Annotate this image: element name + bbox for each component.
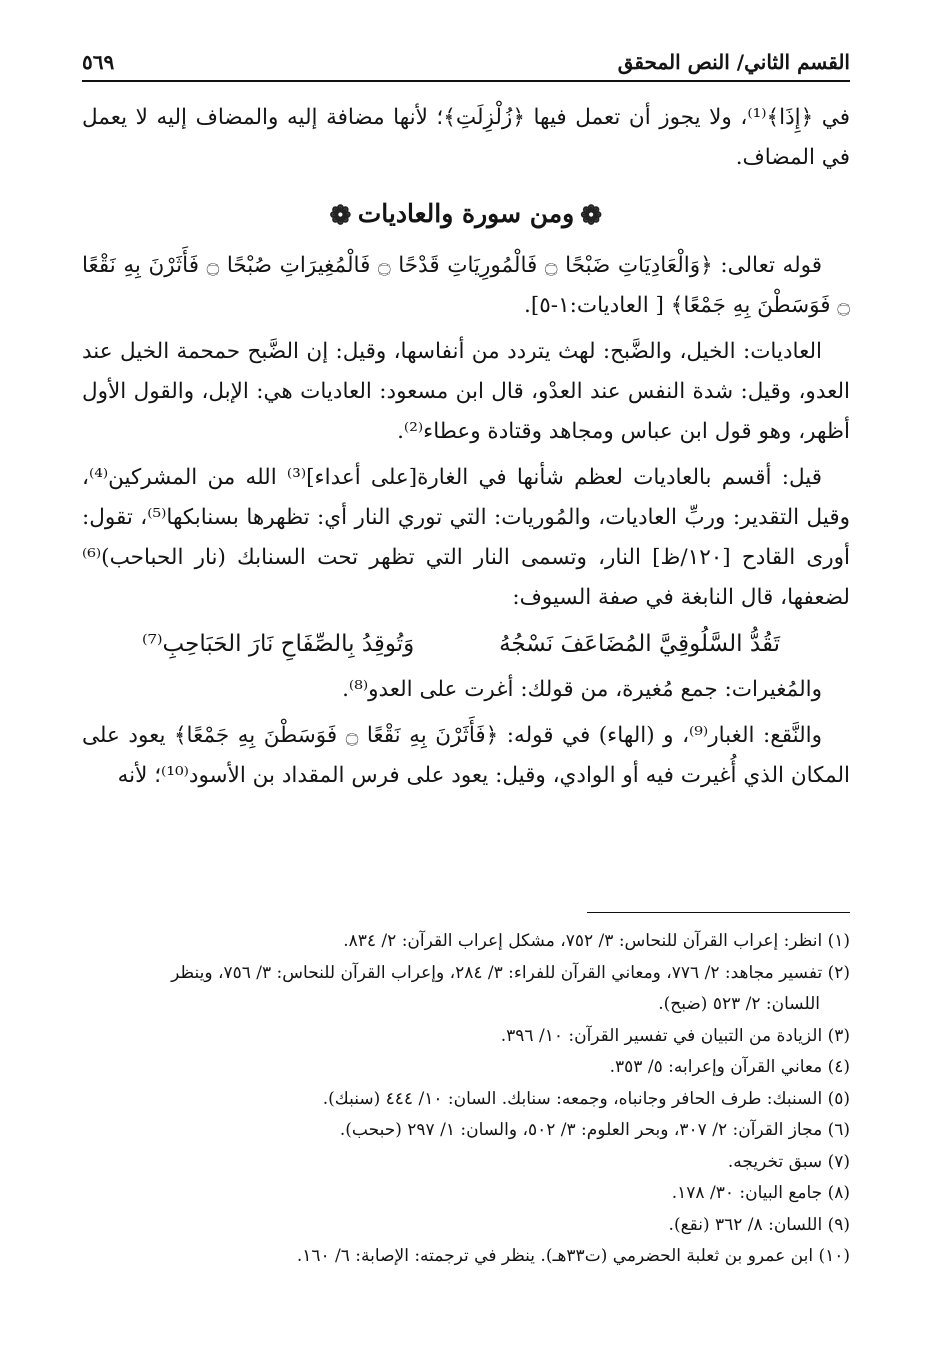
- poem-hemistich-right: تَقُدُّ السَّلُوقِيَّ المُضَاعَفَ نَسْجُهُ: [499, 630, 780, 657]
- footnote-item: (٥) السنبك: طرف الحافر وجانباه، وجمعه: سنابك. السان: ١٠/ ٤٤٤ (سنبك).: [322, 1088, 850, 1109]
- footnotes: [82, 926, 850, 1273]
- footnote-item: (٣) الزيادة من التبيان في تفسير القرآن: ١٠/ ٣٩٦.: [500, 1025, 850, 1046]
- surah-heading: [82, 194, 850, 236]
- running-title: القسم الثاني/ النص المحقق: [617, 50, 850, 74]
- poem-verse: [82, 624, 850, 664]
- paragraph-naqa: والنَّقع: الغبار⁽⁹⁾، و (الهاء) في قوله: ﴿فَأَثَرْنَ بِهِ نَقْعًا ۝ فَوَسَطْنَ بِهِ جَمْعًا﴾ يعود على المكان الذي أُغيرت فيه أو الوادي، وقيل: يعود على فرس المقداد بن الأسود⁽¹⁰⁾؛ لأنه: [82, 722, 850, 788]
- footnote-item: (٤) معاني القرآن وإعرابه: ٥/ ٣٥٣.: [609, 1057, 850, 1077]
- quran-verse-paragraph: قوله تعالى: ﴿وَالْعَادِيَاتِ ضَبْحًا ۝ فَالْمُورِيَاتِ قَدْحًا ۝ فَالْمُغِيرَاتِ صُبْحًا ۝ فَأَثَرْنَ بِهِ نَقْعًا ۝ فَوَسَطْنَ بِهِ جَمْعًا﴾ [ العاديات:١-٥].: [82, 252, 850, 318]
- paragraph-oath: قيل: أقسم بالعاديات لعظم شأنها في الغارة[على أعداء]⁽³⁾ الله من المشركين⁽⁴⁾، وقيل التقدير: وربِّ العاديات، والمُوريات: التي توري النار أي: تظهرها بسنابكها⁽⁵⁾، تقول: أورى القادح [١٢٠/ظ] النار، وتسمى النار التي تظهر تحت السنابك (نار الحباحب)⁽⁶⁾ لضعفها، قال النابغة في صفة السيوف:: [82, 464, 850, 610]
- paragraph-continuation: في ﴿إِذَا﴾⁽¹⁾، ولا يجوز أن تعمل فيها ﴿زُلْزِلَتِ﴾؛ لأنها مضافة إليه والمضاف إليه لا يعمل في المضاف.: [82, 105, 850, 170]
- footnote-item: (١٠) ابن عمرو بن ثعلبة الحضرمي (ت٣٣هـ). ينظر في ترجمته: الإصابة: ٦/ ١٦٠.: [296, 1246, 850, 1266]
- footnote-divider: [587, 912, 850, 913]
- footnote-item-continuation: اللسان: ٢/ ٥٢٣ (ضبح).: [658, 994, 820, 1014]
- footnote-item: (٦) مجاز القرآن: ٢/ ٣٠٧، وبحر العلوم: ٣/ ٥٠٢، والسان: ١/ ٢٩٧ (حبحب).: [339, 1120, 850, 1140]
- paragraph-definition: العاديات: الخيل، والضَّبح: لهث يتردد من أنفاسها، وقيل: إن الضَّبح حمحمة الخيل عند العدو، وقيل: شدة النفس عند العدْو، قال ابن مسعود: العاديات هي: الإبل، والقول الأول أظهر، وهو قول ابن عباس ومجاهد وقتادة وعطاء⁽²⁾.: [82, 338, 850, 444]
- footnote-item: (٩) اللسان: ٨/ ٣٦٢ (نقع).: [668, 1214, 850, 1235]
- main-text: [82, 98, 850, 802]
- page-number: ٥٦٩: [82, 50, 115, 74]
- poem-hemistich-left: وَتُوقِدُ بِالصِّفَاحِ نَارَ الحَبَاحِبِ⁽⁷⁾: [142, 630, 415, 657]
- surah-heading-text: ومن سورة والعاديات: [357, 199, 575, 228]
- footnote-item: (١) انظر: إعراب القرآن للنحاس: ٣/ ٧٥٢، مشكل إعراب القرآن: ٢/ ٨٣٤.: [343, 931, 850, 951]
- footnote-item: (٧) سبق تخريجه.: [727, 1151, 850, 1172]
- footnote-item: (٢) تفسير مجاهد: ٢/ ٧٧٦، ومعاني القرآن للفراء: ٣/ ٢٨٤، وإعراب القرآن للنحاس: ٣/ ٧٥٦، وينظر: [171, 962, 850, 983]
- footnote-item: (٨) جامع البيان: ٣٠/ ١٧٨.: [671, 1183, 850, 1203]
- header-divider: [82, 80, 850, 82]
- ornament-left-icon: ❁: [329, 200, 352, 231]
- paragraph-mughirat: والمُغيرات: جمع مُغيرة، من قولك: أغرت على العدو⁽⁸⁾.: [342, 676, 822, 702]
- ornament-right-icon: ❁: [580, 200, 603, 231]
- page-header: [82, 40, 850, 74]
